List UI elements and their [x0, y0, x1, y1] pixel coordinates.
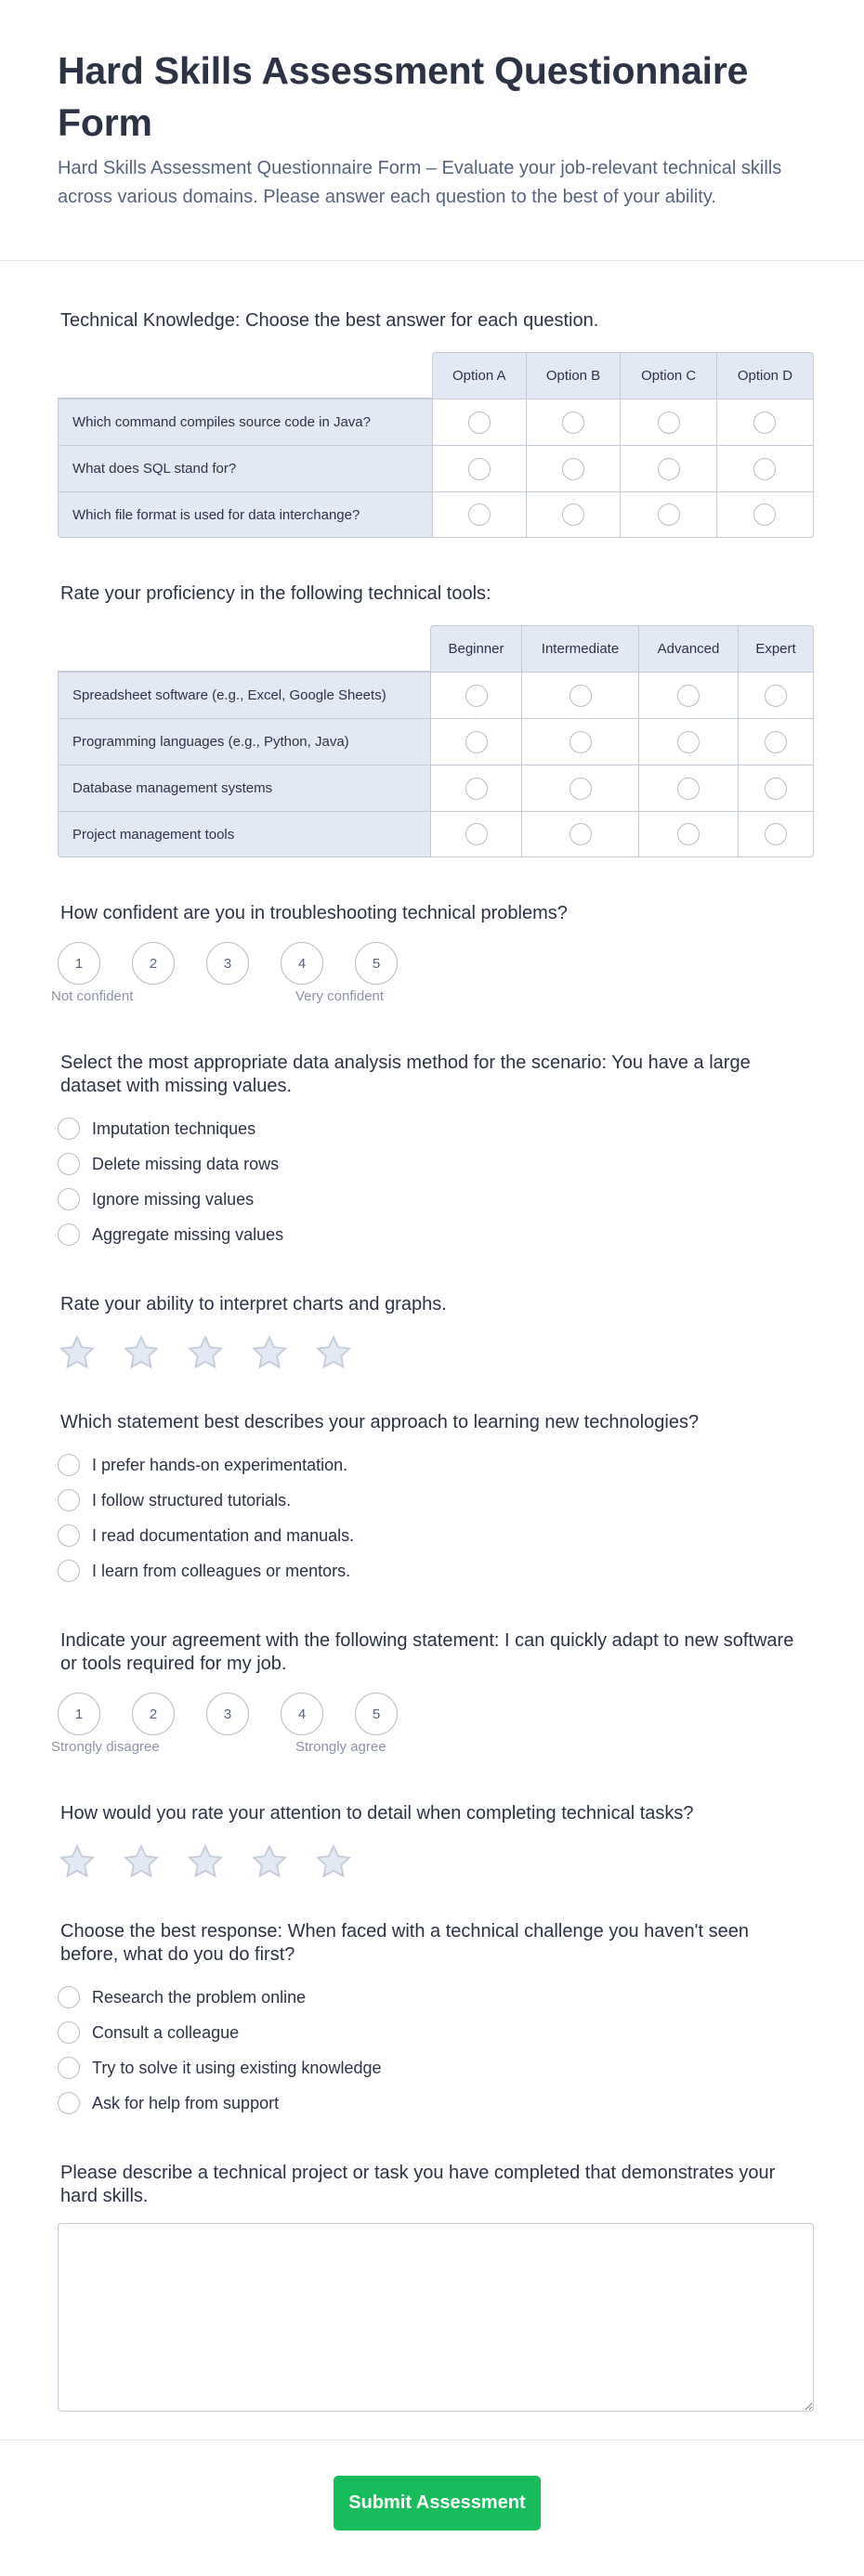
choice-option[interactable] — [58, 1146, 806, 1182]
scale-option-1[interactable]: 1 — [58, 1693, 100, 1735]
radio-button[interactable] — [58, 2057, 80, 2079]
choice-label: Try to solve it using existing knowledge — [92, 2058, 382, 2077]
form-content — [0, 309, 864, 2412]
choice-label: Consult a colleague — [92, 2022, 240, 2042]
matrix-radio[interactable] — [569, 823, 592, 845]
question-label: Choose the best response: When faced with a technical challenge you haven't seen before, what do you do first? — [60, 1921, 749, 1965]
matrix-radio[interactable] — [753, 458, 776, 480]
matrix-row — [58, 718, 814, 765]
scale-option-3[interactable]: 3 — [206, 1693, 249, 1735]
scale-option-2[interactable]: 2 — [132, 942, 175, 985]
scale-low-label: Not confident — [51, 988, 134, 1004]
choice-label: Delete missing data rows — [92, 1154, 280, 1173]
question-troubleshooting-confidence — [51, 902, 806, 1009]
choice-label: Ask for help from support — [92, 2093, 280, 2112]
scale-high-label: Strongly agree — [295, 1739, 386, 1755]
star-rating — [58, 1333, 806, 1372]
matrix-radio[interactable] — [677, 823, 700, 845]
question-label: Rate your proficiency in the following technical tools: — [60, 583, 491, 604]
choice-option[interactable] — [58, 1111, 806, 1146]
matrix-radio[interactable] — [677, 685, 700, 707]
question-adaptability-agreement — [51, 1629, 806, 1759]
matrix-column-header: Option A — [432, 352, 526, 399]
matrix-radio[interactable] — [569, 731, 592, 753]
scale-option-1[interactable]: 1 — [58, 942, 100, 985]
question-learning-approach — [58, 1411, 806, 1589]
matrix-table — [58, 352, 814, 538]
scale-rating — [58, 942, 806, 985]
choice-option[interactable] — [58, 2015, 806, 2050]
matrix-radio[interactable] — [677, 778, 700, 800]
matrix-column-header: Option D — [716, 352, 814, 399]
question-data-analysis-method — [58, 1052, 806, 1252]
radio-button[interactable] — [58, 1118, 80, 1140]
question-label: Select the most appropriate data analysis method for the scenario: You have a large dataset with missing values. — [60, 1053, 751, 1096]
matrix-row-label: Which file format is used for data interchange? — [58, 491, 432, 538]
star-icon[interactable] — [314, 1842, 353, 1881]
matrix-row-label: Spreadsheet software (e.g., Excel, Google Sheets) — [58, 672, 430, 718]
star-icon[interactable] — [122, 1842, 161, 1881]
radio-button[interactable] — [58, 1986, 80, 2008]
star-rating — [58, 1842, 806, 1881]
matrix-row — [58, 491, 814, 538]
scale-option-5[interactable]: 5 — [355, 942, 398, 985]
form-header — [0, 0, 864, 261]
scale-option-4[interactable]: 4 — [281, 1693, 323, 1735]
matrix-radio[interactable] — [465, 731, 488, 753]
scale-option-5[interactable]: 5 — [355, 1693, 398, 1735]
matrix-table — [58, 625, 814, 857]
choice-option[interactable] — [58, 1217, 806, 1252]
choice-label: Ignore missing values — [92, 1189, 255, 1209]
matrix-radio[interactable] — [465, 685, 488, 707]
matrix-column-header: Option B — [526, 352, 621, 399]
matrix-radio[interactable] — [765, 778, 787, 800]
radio-button[interactable] — [58, 1454, 80, 1476]
question-project-description — [58, 2162, 806, 2412]
radio-button[interactable] — [58, 1560, 80, 1582]
scale-option-3[interactable]: 3 — [206, 942, 249, 985]
matrix-radio[interactable] — [468, 458, 491, 480]
star-icon[interactable] — [186, 1333, 225, 1372]
choice-label: I follow structured tutorials. — [92, 1490, 292, 1510]
matrix-row-label: Which command compiles source code in Java? — [58, 399, 432, 445]
choice-label: I prefer hands-on experimentation. — [92, 1455, 348, 1474]
choice-option[interactable] — [58, 2050, 806, 2086]
matrix-radio[interactable] — [677, 731, 700, 753]
choice-label: I learn from colleagues or mentors. — [92, 1561, 351, 1580]
form-footer — [0, 2439, 864, 2576]
question-label: Please describe a technical project or task you have completed that demonstrates your hard skills. — [60, 2163, 776, 2206]
matrix-row — [58, 765, 814, 811]
star-icon[interactable] — [314, 1333, 353, 1372]
form-description: Hard Skills Assessment Questionnaire Form – Evaluate your job-relevant technical skills across various domains. Please answer each question to the best of your ability. — [58, 158, 782, 207]
choice-option[interactable] — [58, 1553, 806, 1589]
matrix-row-label: What does SQL stand for? — [58, 445, 432, 491]
matrix-radio[interactable] — [465, 823, 488, 845]
scale-option-2[interactable]: 2 — [132, 1693, 175, 1735]
choice-label: Imputation techniques — [92, 1118, 256, 1138]
matrix-radio[interactable] — [658, 412, 680, 434]
star-icon[interactable] — [58, 1333, 97, 1372]
choice-group — [58, 1111, 806, 1252]
choice-label: I read documentation and manuals. — [92, 1525, 355, 1545]
matrix-radio[interactable] — [765, 823, 787, 845]
choice-group — [58, 1447, 806, 1589]
project-description-textarea[interactable] — [58, 2223, 814, 2412]
scale-low-label: Strongly disagree — [51, 1739, 160, 1755]
star-icon[interactable] — [250, 1333, 289, 1372]
matrix-radio[interactable] — [465, 778, 488, 800]
choice-option[interactable] — [58, 1518, 806, 1553]
question-chart-interpretation — [58, 1293, 806, 1372]
choice-option[interactable] — [58, 2086, 806, 2121]
star-icon[interactable] — [122, 1333, 161, 1372]
matrix-radio[interactable] — [562, 458, 584, 480]
star-icon[interactable] — [186, 1842, 225, 1881]
matrix-column-header: Advanced — [638, 625, 738, 672]
choice-option[interactable] — [58, 1980, 806, 2015]
question-label: Technical Knowledge: Choose the best answer for each question. — [60, 310, 599, 331]
question-technical-challenge-response — [58, 1920, 806, 2121]
choice-option[interactable] — [58, 1447, 806, 1483]
question-label: How confident are you in troubleshooting technical problems? — [60, 903, 568, 923]
choice-label: Research the problem online — [92, 1987, 307, 2007]
matrix-column-header: Intermediate — [521, 625, 638, 672]
radio-button[interactable] — [58, 1188, 80, 1210]
matrix-radio[interactable] — [658, 503, 680, 526]
matrix-column-header: Option C — [620, 352, 715, 399]
matrix-radio[interactable] — [562, 503, 584, 526]
form-title: Hard Skills Assessment Questionnaire Form — [58, 49, 749, 144]
star-icon[interactable] — [250, 1842, 289, 1881]
radio-button[interactable] — [58, 1524, 80, 1547]
matrix-row — [58, 399, 814, 445]
matrix-row-label: Project management tools — [58, 811, 430, 857]
matrix-row-label: Programming languages (e.g., Python, Java) — [58, 718, 430, 765]
question-label: Rate your ability to interpret charts and graphs. — [60, 1294, 447, 1314]
scale-option-4[interactable]: 4 — [281, 942, 323, 985]
matrix-radio[interactable] — [765, 685, 787, 707]
matrix-row — [58, 672, 814, 718]
matrix-row — [58, 811, 814, 857]
radio-button[interactable] — [58, 2092, 80, 2114]
matrix-radio[interactable] — [569, 778, 592, 800]
scale-high-label: Very confident — [295, 988, 385, 1004]
matrix-radio[interactable] — [658, 458, 680, 480]
radio-button[interactable] — [58, 1223, 80, 1246]
matrix-row — [58, 445, 814, 491]
question-label: Which statement best describes your approach to learning new technologies? — [60, 1412, 700, 1432]
star-icon[interactable] — [58, 1842, 97, 1881]
question-tool-proficiency — [58, 582, 806, 857]
matrix-radio[interactable] — [753, 503, 776, 526]
radio-button[interactable] — [58, 1153, 80, 1175]
submit-button[interactable]: Submit Assessment — [334, 2476, 541, 2530]
matrix-column-header: Expert — [738, 625, 814, 672]
matrix-radio[interactable] — [753, 412, 776, 434]
question-label: Indicate your agreement with the following statement: I can quickly adapt to new software or tools required for my job. — [60, 1630, 794, 1674]
choice-label: Aggregate missing values — [92, 1224, 284, 1244]
radio-button[interactable] — [58, 1489, 80, 1511]
matrix-radio[interactable] — [468, 412, 491, 434]
matrix-column-header: Beginner — [430, 625, 521, 672]
matrix-row-label: Database management systems — [58, 765, 430, 811]
scale-rating — [58, 1693, 806, 1735]
question-attention-to-detail — [58, 1802, 806, 1881]
matrix-radio[interactable] — [562, 412, 584, 434]
matrix-radio[interactable] — [468, 503, 491, 526]
choice-option[interactable] — [58, 1483, 806, 1518]
choice-option[interactable] — [58, 1182, 806, 1217]
question-label: How would you rate your attention to detail when completing technical tasks? — [60, 1803, 694, 1824]
radio-button[interactable] — [58, 2021, 80, 2044]
choice-group — [58, 1980, 806, 2121]
matrix-radio[interactable] — [569, 685, 592, 707]
question-technical-knowledge — [58, 309, 806, 538]
matrix-radio[interactable] — [765, 731, 787, 753]
